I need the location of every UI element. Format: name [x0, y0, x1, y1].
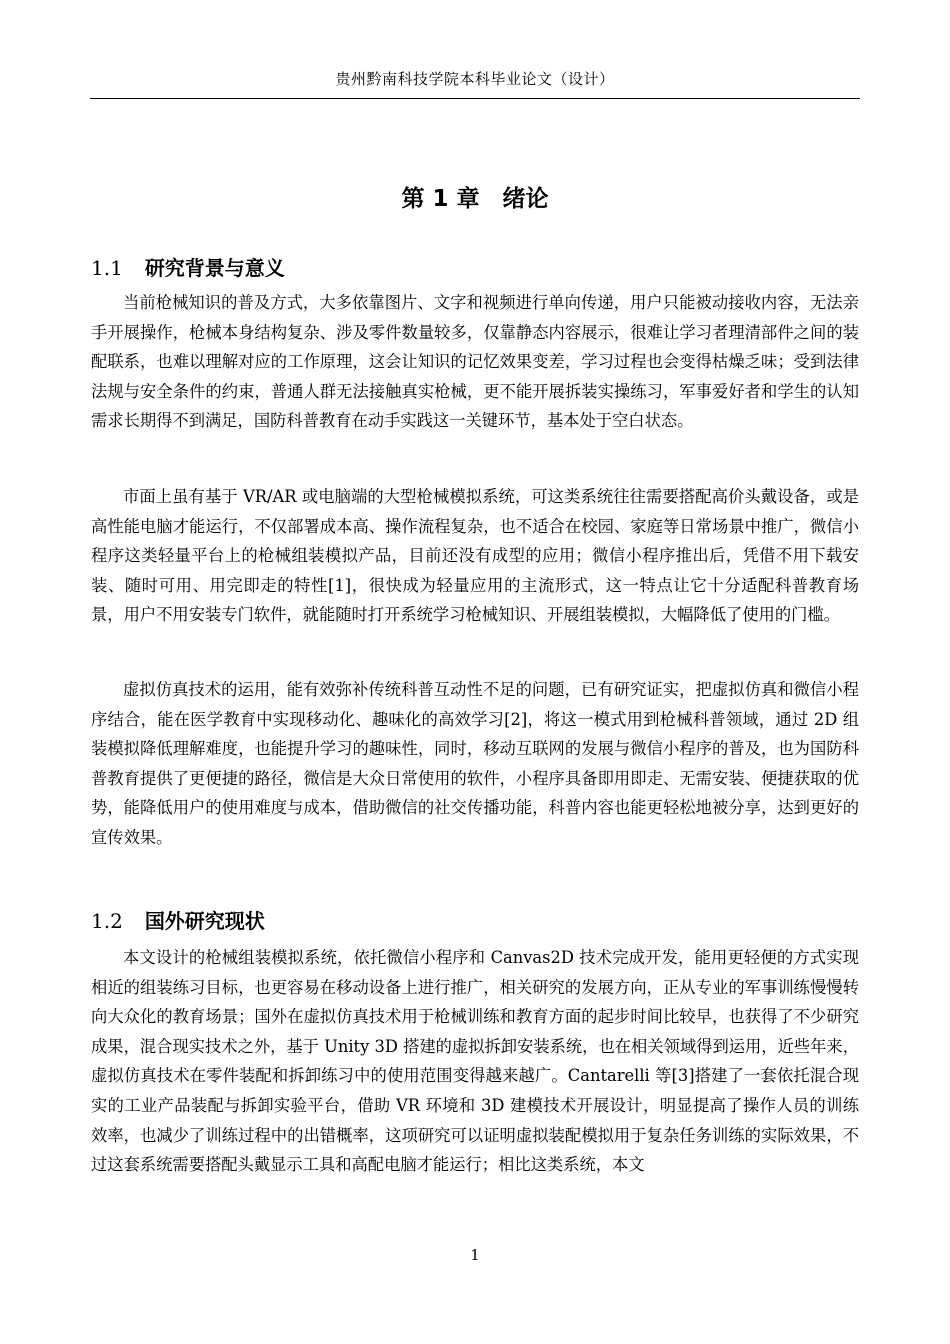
running-header: 贵州黔南科技学院本科毕业论文（设计）	[335, 70, 615, 88]
chapter-title: 第 1 章 绪论	[401, 186, 549, 212]
page-number: 1	[470, 1246, 480, 1264]
section-heading-1-2	[91, 905, 265, 934]
paragraph: 虚拟仿真技术的运用，能有效弥补传统科普互动性不足的问题，已有研究证实，把虚拟仿真和微信小程序结合，能在医学教育中实现移动化、趣味化的高效学习[2]，将这一模式用到枪械科普领域，通过 2D 组装模拟降低理解难度，也能提升学习的趣味性，同时，移动互联网的发展与微信小程序的普及，也为国防科普教育提供了更便捷的路径，微信是大众日常使用的软件，小程序具备即用即走、无需安装、便捷获取的优势，能降低用户的使用难度与成本，借助微信的社交传播功能，科普内容也能更轻松地被分享，达到更好的宣传效果。	[91, 680, 859, 847]
paragraph: 当前枪械知识的普及方式，大多依靠图片、文字和视频进行单向传递，用户只能被动接收内容，无法亲手开展操作，枪械本身结构复杂、涉及零件数量较多，仅靠静态内容展示，很难让学习者理清部件之间的装配联系，也难以理解对应的工作原理，这会让知识的记忆效果变差，学习过程也会变得枯燥乏味；受到法律法规与安全条件的约束，普通人群无法接触真实枪械，更不能开展拆装实操练习，军事爱好者和学生的认知需求长期得不到满足，国防科普教育在动手实践这一关键环节，基本处于空白状态。	[91, 293, 859, 431]
section-heading-1-1	[91, 252, 285, 281]
section-title-text: 研究背景与意义	[144, 256, 285, 280]
section-number: 1.1	[91, 256, 123, 280]
header-rule	[90, 98, 860, 99]
section-title-text: 国外研究现状	[144, 909, 265, 933]
section-number: 1.2	[91, 909, 123, 933]
paragraph: 市面上虽有基于 VR/AR 或电脑端的大型枪械模拟系统，可这类系统往往需要搭配高价头戴设备，或是高性能电脑才能运行，不仅部署成本高、操作流程复杂，也不适合在校园、家庭等日常场景中推广，微信小程序这类轻量平台上的枪械组装模拟产品，目前还没有成型的应用；微信小程序推出后，凭借不用下载安装、随时可用、用完即走的特性[1]，很快成为轻量应用的主流形式，这一特点让它十分适配科普教育场景，用户不用安装专门软件，就能随时打开系统学习枪械知识、开展组装模拟，大幅降低了使用的门槛。	[91, 487, 859, 625]
paragraph: 本文设计的枪械组装模拟系统，依托微信小程序和 Canvas2D 技术完成开发，能用更轻便的方式实现相近的组装练习目标，也更容易在移动设备上进行推广，相关研究的发展方向，正从专业的军事训练慢慢转向大众化的教育场景；国外在虚拟仿真技术用于枪械训练和教育方面的起步时间比较早，也获得了不少研究成果，混合现实技术之外，基于 Unity 3D 搭建的虚拟拆卸安装系统，也在相关领域得到运用，近些年来，虚拟仿真技术在零件装配和拆卸练习中的使用范围变得越来越广。Cantarelli 等[3]搭建了一套依托混合现实的工业产品装配与拆卸实验平台，借助 VR 环境和 3D 建模技术开展设计，明显提高了操作人员的训练效率，也减少了训练过程中的出错概率，这项研究可以证明虚拟装配模拟用于复杂任务训练的实际效果，不过这套系统需要搭配头戴显示工具和高配电脑才能运行；相比这类系统，本文	[91, 948, 859, 1175]
